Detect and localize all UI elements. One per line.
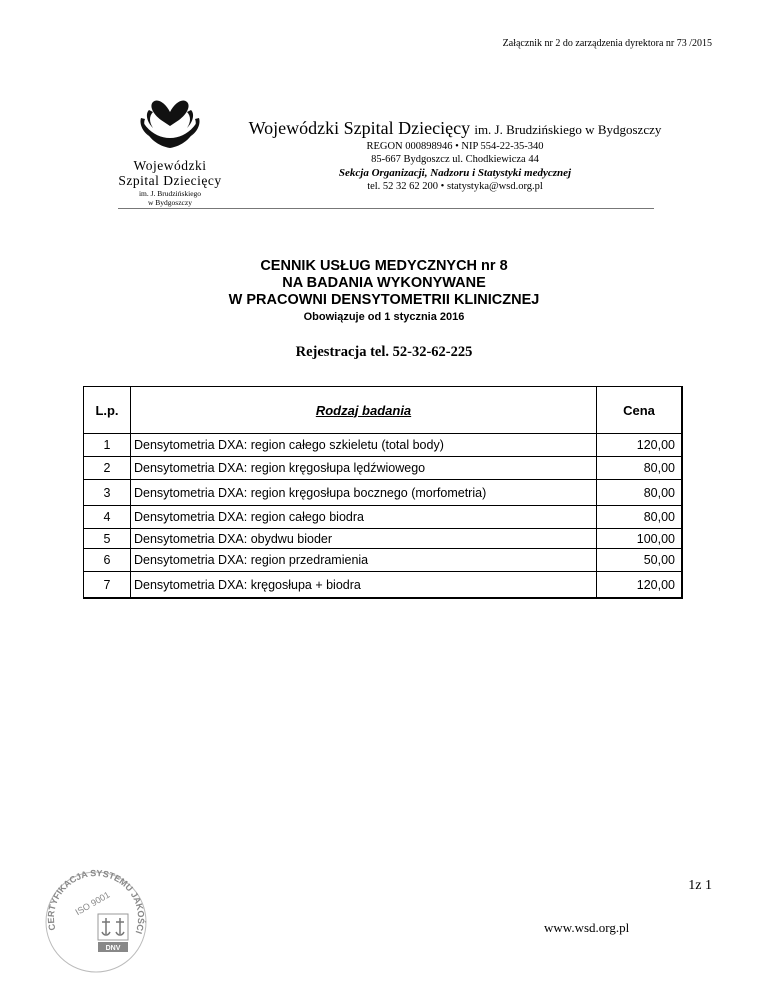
table-row xyxy=(84,506,683,529)
regon-nip: REGON 000898946 • NIP 554-22-35-340 xyxy=(366,141,544,152)
header-name-text: Rodzaj badania xyxy=(315,402,412,418)
attachment-note: Załącznik nr 2 do zarządzenia dyrektora nr 73 /2015 xyxy=(502,38,712,49)
logo-sub-line2: w Bydgoszczy xyxy=(148,198,192,207)
row-lp: 5 xyxy=(84,529,131,549)
hospital-logo xyxy=(100,92,240,207)
contact: tel. 52 32 62 200 • statystyka@wsd.org.pl xyxy=(367,181,543,192)
row-lp: 3 xyxy=(84,480,131,506)
logo-name-line1: Wojewódzki xyxy=(133,158,207,173)
cert-ring-text: CERTYFIKACJA SYSTEMU JAKOŚCI xyxy=(45,868,147,936)
row-name: Densytometria DXA: region kręgosłupa bocznego (morfometria) xyxy=(131,480,597,506)
table-row xyxy=(84,529,683,549)
page-number: 1z 1 xyxy=(688,878,712,893)
title-line2: NA BADANIA WYKONYWANE xyxy=(282,275,486,291)
document-title xyxy=(0,258,768,323)
row-name: Densytometria DXA: obydwu bioder xyxy=(131,529,597,549)
validity-date: Obowiązuje od 1 stycznia 2016 xyxy=(303,311,465,323)
row-price: 80,00 xyxy=(597,457,683,480)
row-price: 80,00 xyxy=(597,506,683,529)
table-row xyxy=(84,434,683,457)
row-lp: 6 xyxy=(84,549,131,572)
hospital-name-line xyxy=(240,118,670,140)
header-divider xyxy=(118,208,654,209)
header-price: Cena xyxy=(597,387,683,434)
row-lp: 4 xyxy=(84,506,131,529)
table-row xyxy=(84,572,683,599)
logo-name-line2: Szpital Dziecięcy xyxy=(118,173,222,188)
logo-sub-line1: im. J. Brudzińskiego xyxy=(138,189,202,198)
row-price: 100,00 xyxy=(597,529,683,549)
table-header-row xyxy=(84,387,683,434)
hospital-header xyxy=(240,118,670,193)
footer-url: www.wsd.org.pl xyxy=(544,920,630,935)
header-lp: L.p. xyxy=(84,387,131,434)
table-row xyxy=(84,457,683,480)
title-line1: CENNIK USŁUG MEDYCZNYCH nr 8 xyxy=(260,258,508,274)
row-lp: 1 xyxy=(84,434,131,457)
row-price: 50,00 xyxy=(597,549,683,572)
cert-standard: ISO 9001 xyxy=(73,889,112,918)
row-name: Densytometria DXA: region przedramienia xyxy=(131,549,597,572)
cert-mark: DNV xyxy=(105,945,121,952)
address: 85-667 Bydgoszcz ul. Chodkiewicza 44 xyxy=(371,154,539,165)
hospital-name: Wojewódzki Szpital Dziecięcy xyxy=(248,118,471,138)
price-table xyxy=(83,386,683,599)
title-line3: W PRACOWNI DENSYTOMETRII KLINICZNEJ xyxy=(228,292,540,308)
row-name: Densytometria DXA: region całego szkieletu (total body) xyxy=(131,434,597,457)
section-name: Sekcja Organizacji, Nadzoru i Statystyki medycznej xyxy=(338,167,572,179)
row-name: Densytometria DXA: kręgosłupa + biodra xyxy=(131,572,597,599)
table-row xyxy=(84,549,683,572)
row-name: Densytometria DXA: region całego biodra xyxy=(131,506,597,529)
registration-phone: Rejestracja tel. 52-32-62-225 xyxy=(295,344,473,360)
row-lp: 2 xyxy=(84,457,131,480)
table-row xyxy=(84,480,683,506)
row-price: 120,00 xyxy=(597,572,683,599)
hospital-suffix: im. J. Brudzińskiego w Bydgoszczy xyxy=(474,122,662,137)
row-price: 80,00 xyxy=(597,480,683,506)
row-name: Densytometria DXA: region kręgosłupa lędźwiowego xyxy=(131,457,597,480)
row-price: 120,00 xyxy=(597,434,683,457)
hands-heart-logo-icon xyxy=(135,92,205,156)
quality-certificate-seal-icon xyxy=(36,858,156,978)
header-name xyxy=(131,387,597,434)
row-lp: 7 xyxy=(84,572,131,599)
